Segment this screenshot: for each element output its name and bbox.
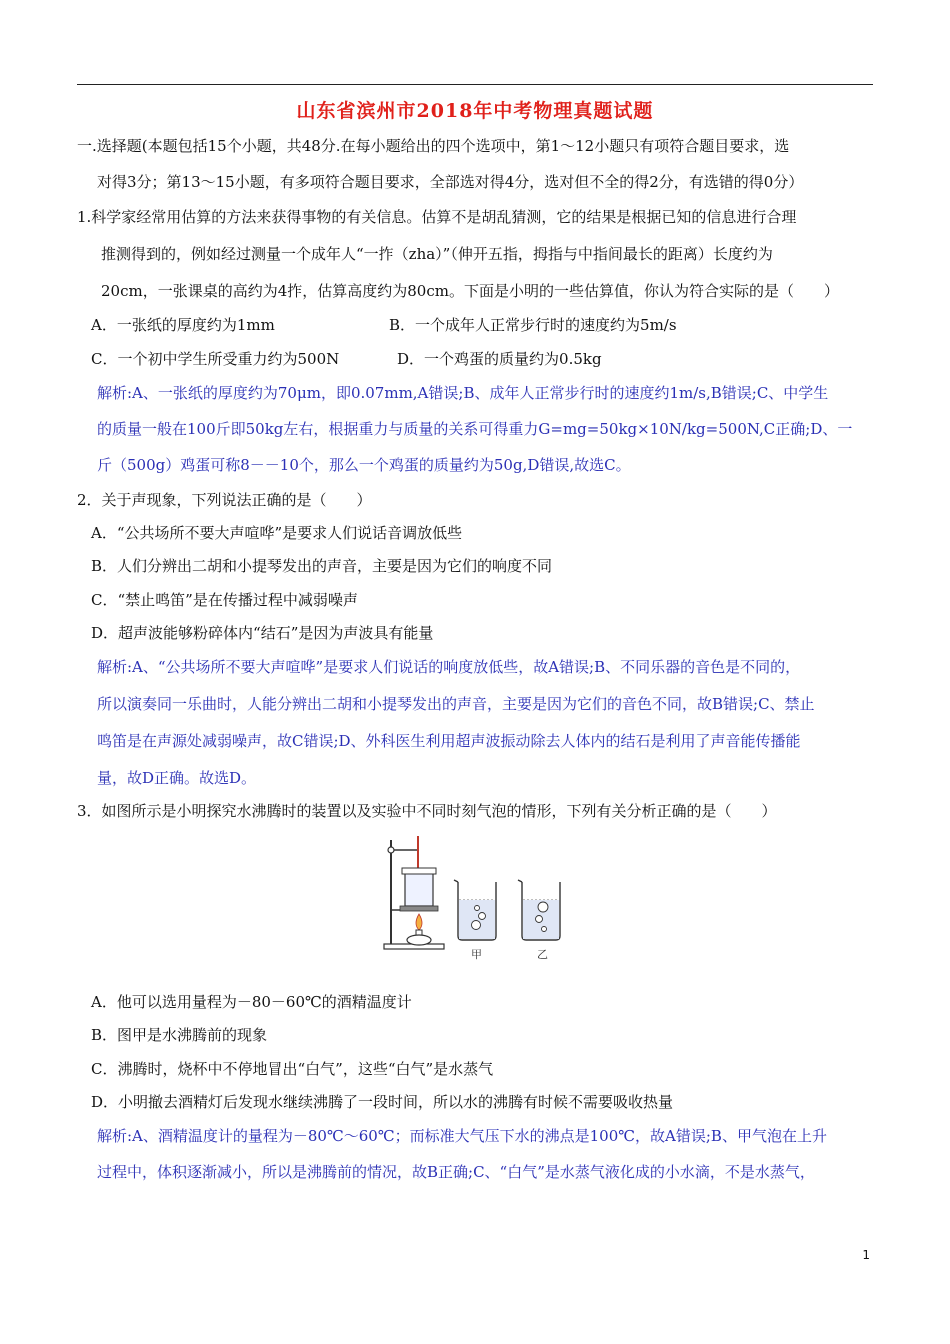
q1-explanation-line2: 的质量一般在100斤即50kg左右，根据重力与质量的关系可得重力G=mg=50kg×10N/kg=500N,C正确;D、一 (97, 420, 853, 438)
q1-option-d: D．一个鸡蛋的质量约为0.5kg (397, 350, 602, 368)
q1-option-c: C．一个初中学生所受重力约为500N (91, 350, 340, 368)
section-instructions-line2: 对得3分；第13～15小题，有多项符合题目要求，全部选对得4分，选对但不全的得2分，有选错的得0分） (97, 173, 804, 191)
q2-option-c: C．“禁止鸣笛”是在传播过程中减弱噪声 (91, 591, 358, 609)
q2-option-d: D．超声波能够粉碎体内“结石”是因为声波具有能量 (91, 624, 434, 642)
q2-stem: 2．关于声现象，下列说法正确的是（ ） (77, 491, 372, 509)
q1-stem-line1: 1.科学家经常用估算的方法来获得事物的有关信息。估算不是胡乱猜测，它的结果是根据已知的信息进行合理 (77, 208, 797, 226)
q1-explanation-line1: 解析:A、一张纸的厚度约为70μm，即0.07mm,A错误;B、成年人正常步行时的速度约1m/s,B错误;C、中学生 (97, 384, 829, 402)
page-number: 1 (862, 1248, 870, 1262)
stand-beaker (405, 872, 433, 906)
q3-option-d: D．小明撤去酒精灯后发现水继续沸腾了一段时间，所以水的沸腾有时候不需要吸收热量 (91, 1093, 674, 1111)
page-title: 山东省滨州市2018年中考物理真题试题 (296, 100, 654, 122)
section-instructions-line1: 一.选择题(本题包括15个小题，共48分.在每小题给出的四个选项中，第1～12小题只有项符合题目要求，选 (77, 137, 790, 155)
label-yi: 乙 (537, 948, 548, 961)
q2-explanation-line4: 量，故D正确。故选D。 (97, 769, 257, 787)
q3-explanation-line2: 过程中，体积逐渐减小，所以是沸腾前的情况，故B正确;C、“白气”是水蒸气液化成的小水滴，不是水蒸气， (97, 1163, 815, 1181)
beaker-yi (518, 880, 560, 940)
q3-option-c: C．沸腾时，烧杯中不停地冒出“白气”，这些“白气”是水蒸气 (91, 1060, 494, 1078)
boiling-experiment-figure (380, 832, 580, 962)
beaker-jia (454, 880, 496, 940)
flame (416, 914, 422, 930)
label-jia: 甲 (471, 948, 482, 961)
beaker-lid (402, 868, 436, 874)
q2-explanation-line1: 解析:A、“公共场所不要大声喧哗”是要求人们说话的响度放低些，故A错误;B、不同乐器的音色是不同的， (97, 658, 801, 676)
alcohol-lamp (407, 935, 431, 945)
q1-stem-line2: 推测得到的，例如经过测量一个成年人“一拃（zha）”（伸开五指，拇指与中指间最长的距离）长度约为 (101, 245, 773, 263)
q3-option-a: A．他可以选用量程为－80－60℃的酒精温度计 (91, 993, 412, 1011)
q1-explanation-line3: 斤（500g）鸡蛋可称8－－10个，那么一个鸡蛋的质量约为50g,D错误,故选C。 (97, 456, 631, 474)
q1-option-b: B．一个成年人正常步行时的速度约为5m/s (389, 316, 677, 334)
q2-option-a: A．“公共场所不要大声喧哗”是要求人们说话音调放低些 (91, 524, 463, 542)
q3-stem: 3．如图所示是小明探究水沸腾时的装置以及实验中不同时刻气泡的情形，下列有关分析正确的是（ ） (77, 802, 777, 820)
wire-gauze (400, 906, 438, 911)
q1-option-a: A．一张纸的厚度约为1mm (91, 316, 275, 334)
q2-explanation-line2: 所以演奏同一乐曲时，人能分辨出二胡和小提琴发出的声音，主要是因为它们的音色不同，故B错误;C、禁止 (97, 695, 815, 713)
q3-option-b: B．图甲是水沸腾前的现象 (91, 1026, 268, 1044)
q2-explanation-line3: 鸣笛是在声源处减弱噪声，故C错误;D、外科医生利用超声波振动除去人体内的结石是利用了声音能传播能 (97, 732, 801, 750)
q2-option-b: B．人们分辨出二胡和小提琴发出的声音，主要是因为它们的响度不同 (91, 557, 553, 575)
q1-stem-line3: 20cm，一张课桌的高约为4拃，估算高度约为80cm。下面是小明的一些估算值，你认为符合实际的是（ ） (101, 282, 839, 300)
header-rule (77, 84, 873, 85)
q3-explanation-line1: 解析:A、酒精温度计的量程为－80℃～60℃；而标准大气压下水的沸点是100℃，故A错误;B、甲气泡在上升 (97, 1127, 827, 1145)
